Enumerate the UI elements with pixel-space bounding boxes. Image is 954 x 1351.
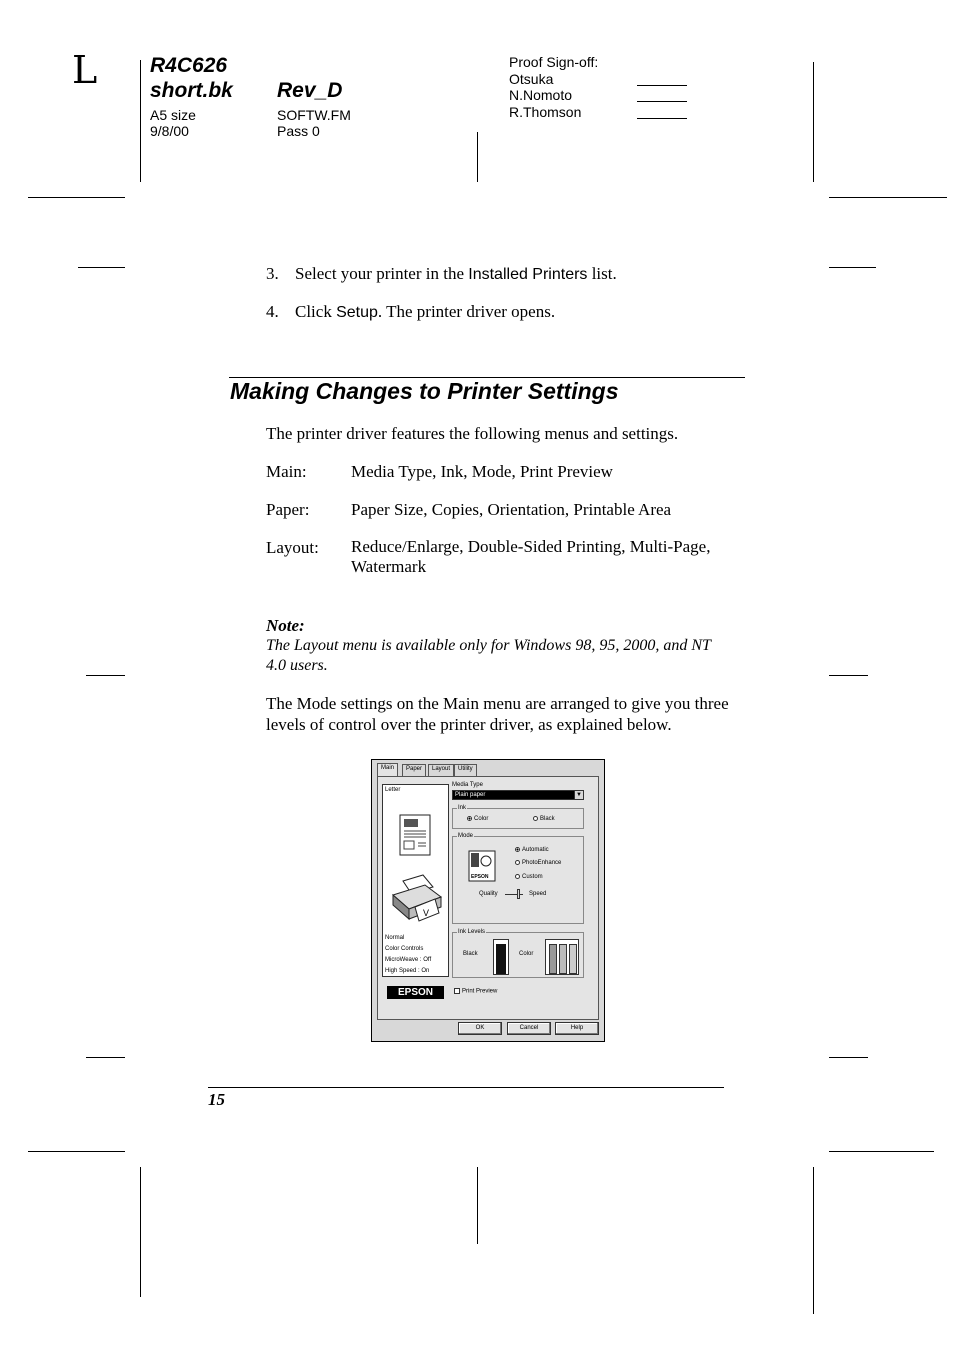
paper-size: A5 size	[150, 107, 196, 123]
svg-text:V: V	[423, 908, 430, 918]
doc-date: 9/8/00	[150, 123, 189, 139]
ink-levels-group	[452, 929, 584, 978]
paper-label: Letter	[385, 787, 401, 793]
crop-line	[86, 675, 125, 676]
quality-label: Quality	[479, 891, 498, 897]
crop-line	[140, 60, 141, 182]
crop-line	[829, 1151, 934, 1152]
menu-value: Paper Size, Copies, Orientation, Printable Area	[351, 500, 672, 519]
svg-text:EPSON: EPSON	[471, 874, 489, 880]
source-file: SOFTW.FM	[277, 107, 351, 123]
status-line: Normal	[385, 935, 405, 941]
print-preview-checkbox[interactable]: Print Preview	[454, 988, 497, 996]
proof-title: Proof Sign-off:	[509, 54, 599, 70]
ink-black-option[interactable]: Black	[533, 816, 555, 823]
quality-speed-slider[interactable]	[505, 894, 523, 895]
menu-value: Reduce/Enlarge, Double-Sided Printing, Multi-Page, Watermark	[351, 537, 711, 576]
crop-line	[829, 675, 868, 676]
page-number: 15	[208, 1090, 225, 1109]
crop-line	[813, 62, 814, 182]
corner-mark: L	[72, 48, 98, 92]
crop-line	[477, 132, 478, 182]
ink-black-label: Black	[463, 951, 478, 957]
cancel-button[interactable]: Cancel	[507, 1022, 551, 1035]
print-preview-pane	[382, 784, 449, 977]
media-type-value: Plain paper	[455, 792, 486, 798]
crop-line	[829, 197, 947, 198]
status-line: High Speed : On	[385, 968, 430, 974]
book-name: short.bk	[150, 79, 233, 102]
signature-line	[637, 118, 687, 119]
tab-utility[interactable]: Utility	[454, 764, 477, 776]
revision: Rev_D	[277, 79, 343, 102]
speed-label: Speed	[529, 891, 547, 897]
crop-line	[28, 1151, 125, 1152]
crop-line	[28, 197, 125, 198]
menu-label: Main:	[266, 462, 307, 481]
step-number: 4.	[266, 302, 279, 321]
crop-line	[829, 1057, 868, 1058]
color-ink-gauge	[545, 939, 579, 975]
tab-paper[interactable]: Paper	[402, 764, 426, 776]
mode-paragraph: The Mode settings on the Main menu are arranged to give you three levels of control over the printer driver, as explained below.	[266, 694, 729, 734]
ink-levels-label: Ink Levels	[458, 929, 486, 935]
signature-line	[637, 85, 687, 86]
crop-line	[140, 1167, 141, 1297]
menu-value: Media Type, Ink, Mode, Print Preview	[351, 462, 613, 481]
proofer-name: R.Thomson	[509, 104, 582, 120]
mode-label: Mode	[458, 833, 474, 839]
step-text: Select your printer in the Installed Printers list.	[295, 264, 617, 283]
footer-rule	[208, 1087, 724, 1088]
mode-photoenhance-option[interactable]: PhotoEnhance	[515, 860, 561, 867]
mode-document-icon	[467, 849, 497, 883]
crop-line	[813, 1167, 814, 1314]
page-preview-icon	[398, 813, 434, 859]
crop-line	[477, 1167, 478, 1244]
tab-layout[interactable]: Layout	[428, 764, 454, 776]
status-line: MicroWeave : Off	[385, 957, 432, 963]
ink-label: Ink	[458, 805, 467, 811]
step-text: Click Setup. The printer driver opens.	[295, 302, 556, 321]
intro-text: The printer driver features the following menus and settings.	[266, 424, 679, 443]
printer-icon	[389, 873, 445, 925]
step-number: 3.	[266, 264, 279, 283]
section-title: Making Changes to Printer Settings	[230, 378, 619, 404]
tab-main[interactable]: Main	[377, 763, 398, 777]
mode-group	[452, 833, 584, 924]
signature-line	[637, 101, 687, 102]
ink-color-label: Color	[519, 951, 534, 957]
ink-group	[452, 805, 584, 829]
menu-label: Paper:	[266, 500, 310, 519]
status-line: Color Controls	[385, 946, 424, 952]
printer-driver-dialog	[371, 759, 605, 1042]
proofer-name: Otsuka	[509, 71, 554, 87]
proofer-name: N.Nomoto	[509, 87, 573, 103]
pass-number: Pass 0	[277, 123, 320, 139]
media-type-label: Media Type	[452, 782, 483, 788]
chevron-down-icon[interactable]: ▼	[574, 791, 583, 799]
mode-custom-option[interactable]: Custom	[515, 874, 543, 881]
note-title: Note:	[266, 616, 305, 635]
note-text: The Layout menu is available only for Windows 98, 95, 2000, and NT 4.0 users.	[266, 637, 711, 674]
crop-line	[86, 1057, 125, 1058]
mode-automatic-option[interactable]: Automatic	[515, 847, 549, 854]
media-type-select[interactable]	[452, 790, 584, 800]
menu-label: Layout:	[266, 538, 319, 557]
black-ink-gauge	[493, 939, 509, 975]
slider-thumb[interactable]	[517, 889, 520, 899]
doc-code: R4C626	[150, 54, 228, 77]
epson-logo: EPSON	[387, 986, 444, 999]
ok-button[interactable]: OK	[458, 1022, 502, 1035]
crop-line	[829, 267, 876, 268]
help-button[interactable]: Help	[555, 1022, 599, 1035]
ink-color-option[interactable]: Color	[467, 816, 488, 823]
crop-line	[78, 267, 125, 268]
